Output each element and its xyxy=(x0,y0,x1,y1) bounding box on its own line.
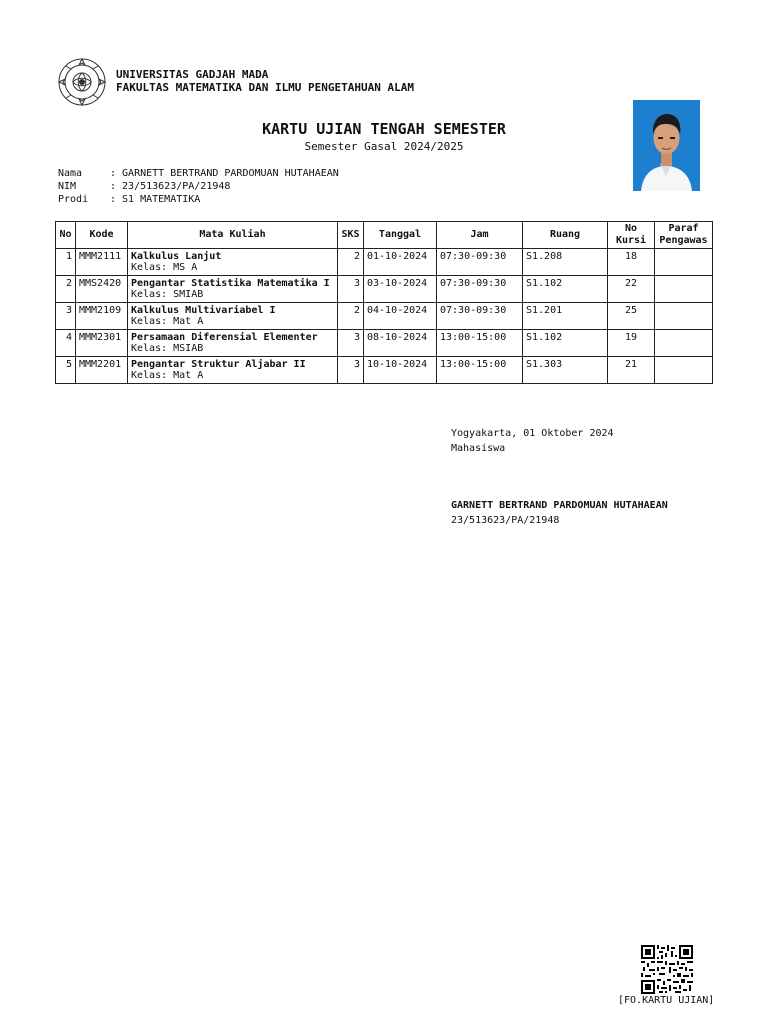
nama-value: : GARNETT BERTRAND PARDOMUAN HUTAHAEAN xyxy=(110,168,339,179)
table-row xyxy=(56,276,713,303)
row-kode: MMS2420 xyxy=(76,276,128,303)
row-tanggal: 01-10-2024 xyxy=(364,249,437,276)
header-ruang: Ruang xyxy=(523,222,608,249)
faculty-name: FAKULTAS MATEMATIKA DAN ILMU PENGETAHUAN ALAM xyxy=(116,81,415,94)
header-paraf-pengawas xyxy=(655,222,713,249)
row-kursi: 25 xyxy=(608,303,655,330)
row-mata-kuliah xyxy=(128,330,338,357)
institution-header xyxy=(116,68,414,94)
header-paraf-line1: Paraf xyxy=(668,223,699,234)
table-row xyxy=(56,303,713,330)
header-sks: SKS xyxy=(338,222,364,249)
row-jam: 07:30-09:30 xyxy=(437,276,523,303)
form-code: [FO.KARTU UJIAN] xyxy=(618,995,715,1006)
nim-label: NIM xyxy=(58,181,77,192)
row-tanggal: 03-10-2024 xyxy=(364,276,437,303)
course-name: Pengantar Statistika Matematika I xyxy=(131,278,330,289)
signature-name: GARNETT BERTRAND PARDOMUAN HUTAHAEAN xyxy=(451,500,668,511)
table-row xyxy=(56,330,713,357)
row-sks: 3 xyxy=(338,357,364,384)
row-tanggal: 04-10-2024 xyxy=(364,303,437,330)
course-class: Kelas: MSIAB xyxy=(131,343,204,354)
page-subtitle: Semester Gasal 2024/2025 xyxy=(304,140,464,153)
row-kode: MMM2109 xyxy=(76,303,128,330)
course-class: Kelas: MS A xyxy=(131,262,198,273)
row-no: 5 xyxy=(56,357,76,384)
prodi-value: : S1 MATEMATIKA xyxy=(110,194,201,205)
row-mata-kuliah xyxy=(128,276,338,303)
header-paraf-line2: Pengawas xyxy=(659,235,708,246)
row-kursi: 21 xyxy=(608,357,655,384)
row-kode: MMM2301 xyxy=(76,330,128,357)
course-class: Kelas: Mat A xyxy=(131,316,204,327)
info-row-prodi xyxy=(58,193,339,206)
course-class: Kelas: Mat A xyxy=(131,370,204,381)
header-no-kursi-line2: Kursi xyxy=(615,235,647,246)
row-paraf xyxy=(655,276,713,303)
row-ruang: S1.201 xyxy=(523,303,608,330)
row-no: 2 xyxy=(56,276,76,303)
row-tanggal: 10-10-2024 xyxy=(364,357,437,384)
header-no-kursi xyxy=(608,222,655,249)
row-kode: MMM2201 xyxy=(76,357,128,384)
header-jam: Jam xyxy=(437,222,523,249)
row-paraf xyxy=(655,357,713,384)
row-no: 1 xyxy=(56,249,76,276)
signature-role: Mahasiswa xyxy=(451,443,506,454)
row-jam: 13:00-15:00 xyxy=(437,330,523,357)
signature-place-date: Yogyakarta, 01 Oktober 2024 xyxy=(451,428,614,439)
header-no-kursi-line1: No xyxy=(624,223,638,234)
row-sks: 2 xyxy=(338,249,364,276)
row-paraf xyxy=(655,303,713,330)
course-class: Kelas: SMIAB xyxy=(131,289,204,300)
university-seal-icon xyxy=(57,57,107,107)
row-kursi: 19 xyxy=(608,330,655,357)
row-no: 4 xyxy=(56,330,76,357)
header-no: No xyxy=(56,222,76,249)
row-sks: 2 xyxy=(338,303,364,330)
row-tanggal: 08-10-2024 xyxy=(364,330,437,357)
header-kode: Kode xyxy=(76,222,128,249)
nama-label: Nama xyxy=(58,168,83,179)
info-row-nama xyxy=(58,167,339,180)
row-ruang: S1.102 xyxy=(523,330,608,357)
signature-nim: 23/513623/PA/21948 xyxy=(451,515,560,526)
course-name: Pengantar Struktur Aljabar II xyxy=(131,359,306,370)
header-tanggal: Tanggal xyxy=(364,222,437,249)
row-kursi: 18 xyxy=(608,249,655,276)
row-ruang: S1.303 xyxy=(523,357,608,384)
student-info xyxy=(58,167,339,206)
row-no: 3 xyxy=(56,303,76,330)
course-name: Kalkulus Lanjut xyxy=(131,251,222,262)
row-paraf xyxy=(655,249,713,276)
row-mata-kuliah xyxy=(128,357,338,384)
row-ruang: S1.102 xyxy=(523,276,608,303)
qr-code-icon xyxy=(641,945,693,994)
row-jam: 07:30-09:30 xyxy=(437,303,523,330)
row-ruang: S1.208 xyxy=(523,249,608,276)
row-sks: 3 xyxy=(338,330,364,357)
row-jam: 13:00-15:00 xyxy=(437,357,523,384)
row-mata-kuliah xyxy=(128,303,338,330)
row-kode: MMM2111 xyxy=(76,249,128,276)
row-sks: 3 xyxy=(338,276,364,303)
table-row xyxy=(56,249,713,276)
signature-block xyxy=(451,426,668,528)
header-mata-kuliah: Mata Kuliah xyxy=(128,222,338,249)
prodi-label: Prodi xyxy=(58,194,89,205)
university-name: UNIVERSITAS GADJAH MADA xyxy=(116,68,269,81)
table-row xyxy=(56,357,713,384)
table-header-row xyxy=(56,222,713,249)
course-name: Persamaan Diferensial Elementer xyxy=(131,332,318,343)
row-paraf xyxy=(655,330,713,357)
course-name: Kalkulus Multivariabel I xyxy=(131,305,276,316)
nim-value: : 23/513623/PA/21948 xyxy=(110,181,231,192)
row-jam: 07:30-09:30 xyxy=(437,249,523,276)
info-row-nim xyxy=(58,180,339,193)
row-mata-kuliah xyxy=(128,249,338,276)
exam-schedule-table xyxy=(55,221,713,384)
row-kursi: 22 xyxy=(608,276,655,303)
page-title: KARTU UJIAN TENGAH SEMESTER xyxy=(262,120,506,138)
